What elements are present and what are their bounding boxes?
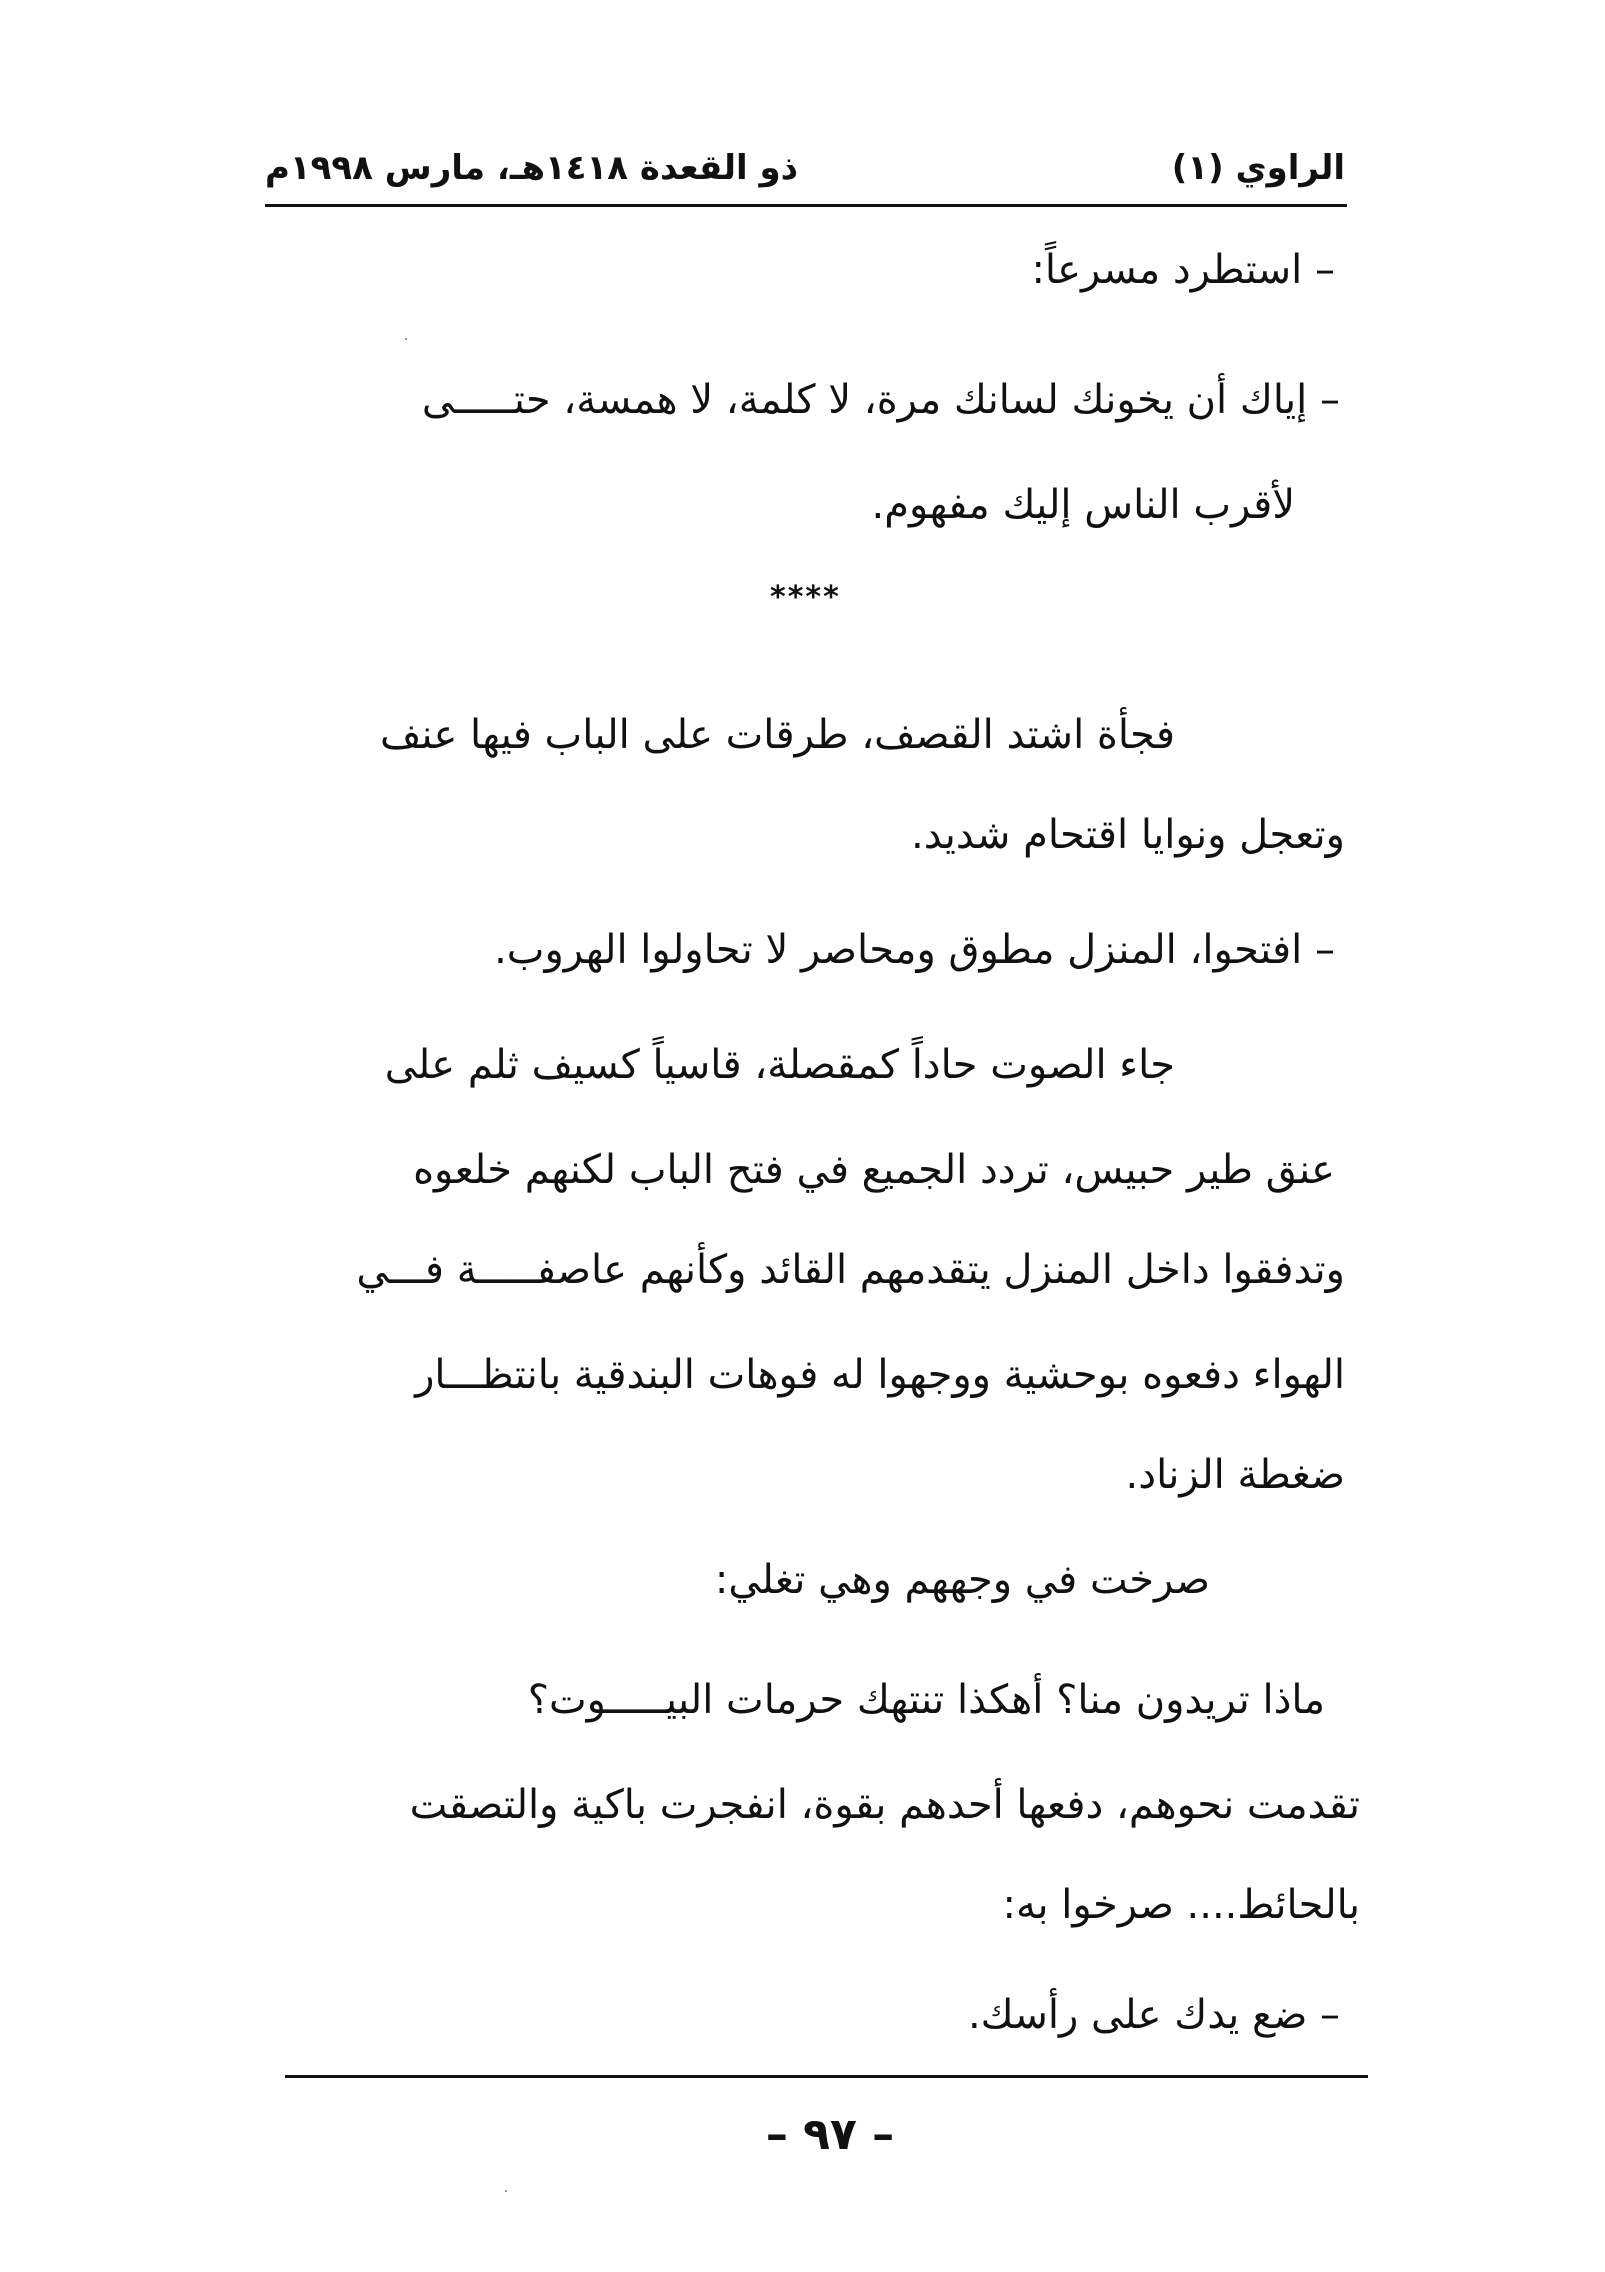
text-line: الهواء دفعوه بوحشية ووجهوا له فوهات البندقية بانتظـــار xyxy=(415,1352,1345,1398)
section-separator: **** xyxy=(770,580,841,615)
text-line: فجأة اشتد القصف، طرقات على الباب فيها عنف xyxy=(379,712,1175,758)
scan-speck xyxy=(505,2190,507,2192)
page-number: – ٩٧ – xyxy=(765,2109,895,2160)
text-line: – افتحوا، المنزل مطوق ومحاصر لا تحاولوا الهروب. xyxy=(494,927,1335,973)
text-line: وتدفقوا داخل المنزل يتقدمهم القائد وكأنهم عاصفـــــة فـــي xyxy=(356,1247,1345,1293)
journal-issue-title: الراوي (١) xyxy=(1171,148,1345,188)
footer-rule xyxy=(285,2075,1368,2078)
header-rule xyxy=(265,204,1347,207)
text-line: ضغطة الزناد. xyxy=(1125,1452,1345,1498)
text-line: صرخت في وجههم وهي تغلي: xyxy=(714,1557,1210,1603)
text-line: جاء الصوت حاداً كمقصلة، قاسياً كسيف ثلم على xyxy=(384,1042,1175,1088)
running-header xyxy=(265,138,1345,198)
issue-date: ذو القعدة ١٤١٨هـ، مارس ١٩٩٨م xyxy=(265,148,799,188)
text-line: لأقرب الناس إليك مفهوم. xyxy=(871,482,1295,528)
text-line: – إياك أن يخونك لسانك مرة، لا كلمة، لا همسة، حتـــــى xyxy=(421,377,1340,423)
scan-speck xyxy=(405,338,407,340)
text-line: بالحائط.... صرخوا به: xyxy=(1002,1882,1360,1928)
text-line: وتعجل ونوايا اقتحام شديد. xyxy=(911,812,1345,858)
text-line: عنق طير حبيس، تردد الجميع في فتح الباب لكنهم خلعوه xyxy=(413,1147,1335,1193)
text-line: – استطرد مسرعاً: xyxy=(1031,247,1335,293)
text-line: تقدمت نحوهم، دفعها أحدهم بقوة، انفجرت باكية والتصقت xyxy=(409,1782,1360,1828)
text-line: ماذا تريدون منا؟ أهكذا تنتهك حرمات البيـــــوت؟ xyxy=(527,1677,1325,1723)
text-line: – ضع يدك على رأسك. xyxy=(967,1992,1340,2038)
